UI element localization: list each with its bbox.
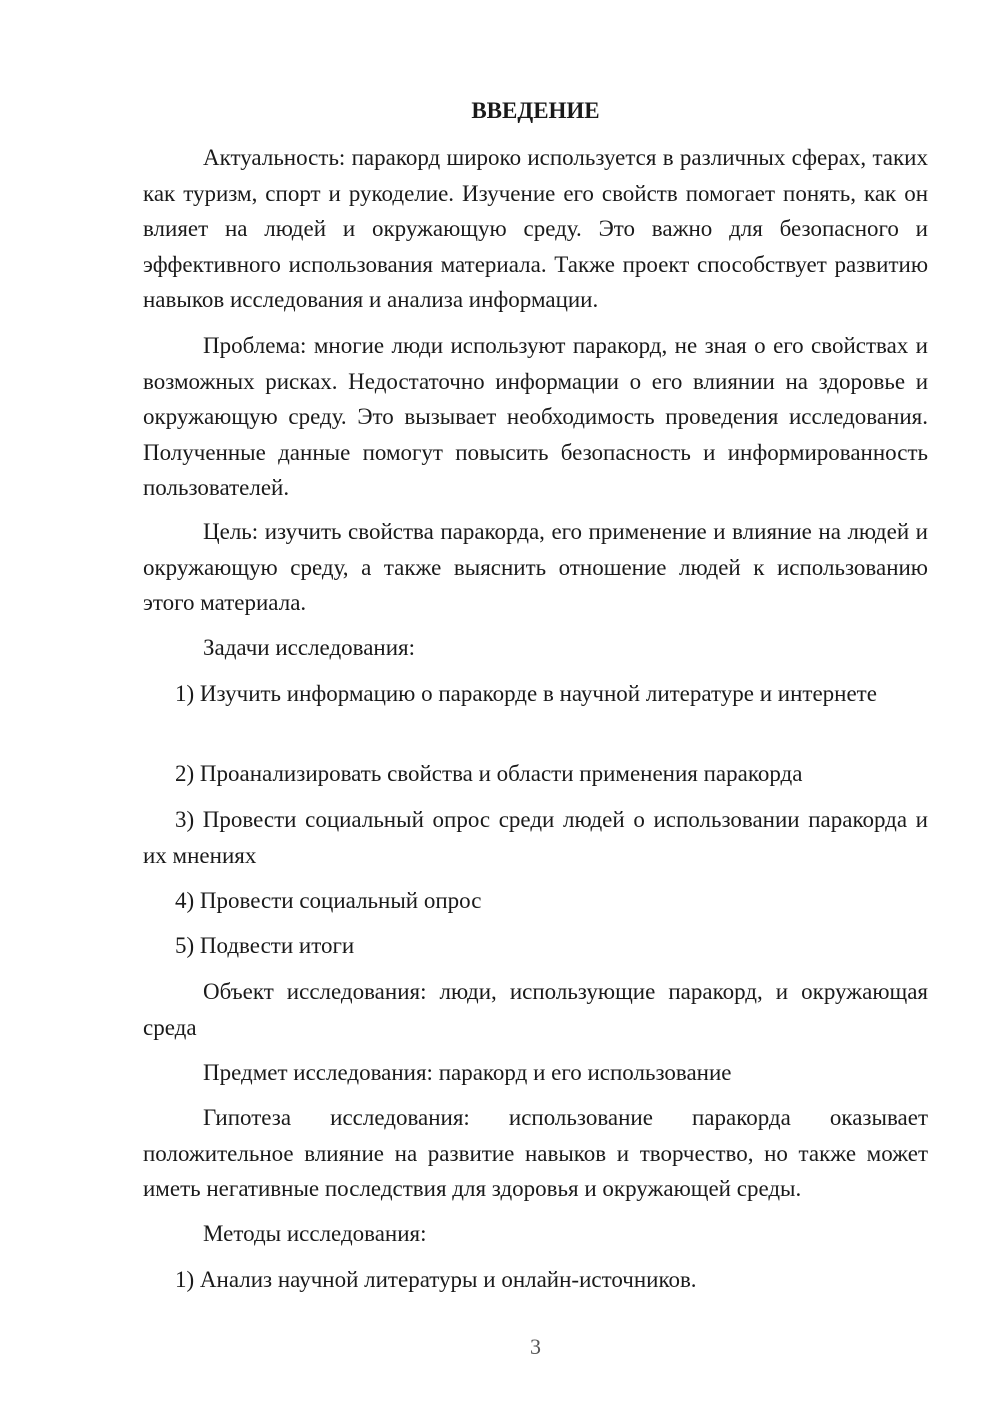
task-item-5: 5) Подвести итоги bbox=[175, 933, 355, 958]
hypothesis-paragraph: Гипотеза исследования: использование паракорда оказывает положительное влияние на развитие навыков и творчество, но также может иметь негативные последствия для здоровья и окружающей среды. bbox=[143, 1105, 928, 1201]
relevance-paragraph: Актуальность: паракорд широко используется в различных сферах, таких как туризм, спорт и рукоделие. Изучение его свойств помогает понять, как он влияет на людей и окружающую среду. Это важно для безопасного и эффективного использования материала. Также проект способствует развитию навыков исследования и анализа информации. bbox=[143, 145, 928, 312]
goal-paragraph: Цель: изучить свойства паракорда, его применение и влияние на людей и окружающую среду, а также выяснить отношение людей к использованию этого материала. bbox=[143, 519, 928, 615]
task-item-4: 4) Провести социальный опрос bbox=[175, 888, 482, 913]
method-item-1: 1) Анализ научной литературы и онлайн-источников. bbox=[175, 1267, 697, 1292]
methods-title: Методы исследования: bbox=[203, 1221, 427, 1246]
section-heading: ВВЕДЕНИЕ bbox=[471, 98, 600, 123]
task-item-2: 2) Проанализировать свойства и области применения паракорда bbox=[175, 761, 803, 786]
task-item-1: 1) Изучить информацию о паракорде в научной литературе и интернете bbox=[175, 681, 877, 706]
document-page bbox=[143, 0, 928, 1414]
tasks-title: Задачи исследования: bbox=[203, 635, 416, 660]
object-paragraph: Объект исследования: люди, использующие паракорд, и окружающая среда bbox=[143, 979, 928, 1040]
problem-paragraph: Проблема: многие люди используют паракорд, не зная о его свойствах и возможных рисках. Недостаточно информации о его влиянии на здоровье и окружающую среду. Это вызывает необходимость проведения исследования. Полученные данные помогут повысить безопасность и информированность пользователей. bbox=[143, 333, 928, 500]
page-number: 3 bbox=[530, 1334, 541, 1359]
task-item-3: 3) Провести социальный опрос среди людей о использовании паракорда и их мнениях bbox=[143, 807, 928, 868]
subject-line: Предмет исследования: паракорд и его использование bbox=[203, 1060, 732, 1085]
